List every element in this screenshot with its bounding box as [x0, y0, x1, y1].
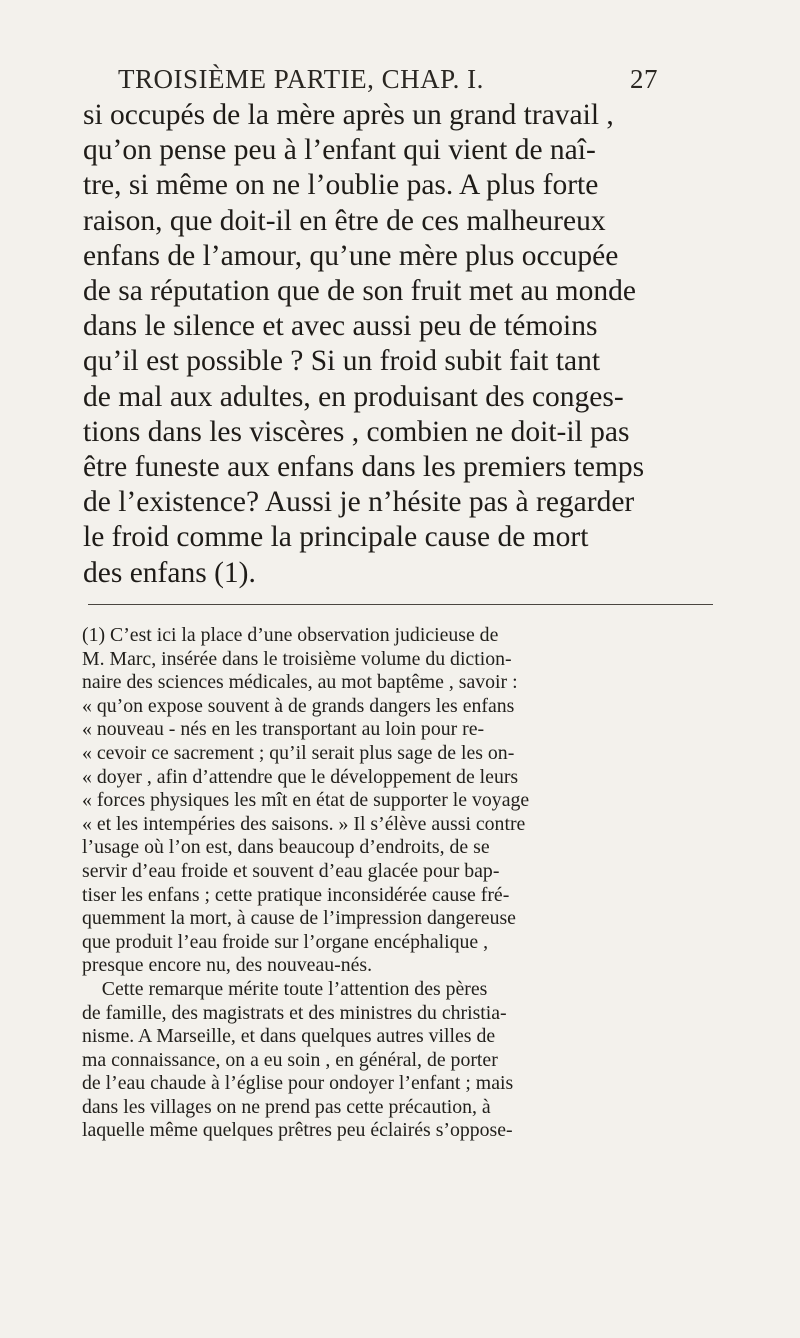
footnote-line: tiser les enfans ; cette pratique inconsidérée cause fré- [82, 883, 510, 906]
footnote-line: « et les intempéries des saisons. » Il s’élève aussi contre [82, 812, 526, 835]
text-line: tre, si même on ne l’oublie pas. A plus forte [83, 169, 599, 202]
text-line: de mal aux adultes, en produisant des conges- [83, 380, 624, 413]
footnote-line: « cevoir ce sacrement ; qu’il serait plus sage de les on- [82, 741, 515, 764]
running-title: TROISIÈME PARTIE, CHAP. I. [118, 64, 484, 94]
footnote-line: « nouveau - nés en les transportant au loin pour re- [82, 718, 485, 741]
text-line: des enfans (1). [83, 556, 256, 589]
footnote-line: « doyer , afin d’attendre que le développement de leurs [82, 765, 519, 788]
footnote-line: « forces physiques les mît en état de supporter le voyage [82, 789, 530, 812]
footnote-line: « qu’on expose souvent à de grands dangers les enfans [82, 694, 515, 717]
footnote-line: M. Marc, insérée dans le troisième volume du diction- [82, 647, 512, 670]
footnote-line: dans les villages on ne prend pas cette précaution, à [82, 1095, 491, 1118]
footnote-line: (1) C’est ici la place d’une observation judicieuse de [82, 624, 499, 646]
footnote-line: Cette remarque mérite toute l’attention des pères [82, 977, 488, 1000]
text-line: tions dans les viscères , combien ne doit-il pas [83, 415, 630, 448]
footnote-line: naire des sciences médicales, au mot baptême , savoir : [82, 671, 518, 694]
text-line: raison, que doit-il en être de ces malheureux [83, 204, 606, 237]
footnote-line: nisme. A Marseille, et dans quelques autres villes de [82, 1025, 496, 1048]
running-header [118, 64, 658, 95]
text-line: de sa réputation que de son fruit met au monde [83, 275, 636, 308]
footnote-line: l’usage où l’on est, dans beaucoup d’endroits, de se [82, 836, 490, 859]
text-line: enfans de l’amour, qu’une mère plus occupée [83, 239, 619, 272]
footnote-line: servir d’eau froide et souvent d’eau glacée pour bap- [82, 859, 500, 882]
text-line: être funeste aux enfans dans les premiers temps [83, 451, 645, 484]
footnote-line: quemment la mort, à cause de l’impression dangereuse [82, 907, 516, 930]
footnote-line: que produit l’eau froide sur l’organe encéphalique , [82, 930, 489, 953]
footnote [82, 624, 722, 1143]
text-line: de l’existence? Aussi je n’hésite pas à regarder [83, 486, 635, 519]
text-line: qu’on pense peu à l’enfant qui vient de naî- [83, 134, 596, 167]
text-line: le froid comme la principale cause de mort [83, 521, 589, 554]
page-number: 27 [630, 64, 658, 94]
footnote-line: de l’eau chaude à l’église pour ondoyer l’enfant ; mais [82, 1072, 514, 1095]
footnote-line: laquelle même quelques prêtres peu éclairés s’oppose- [82, 1119, 513, 1142]
text-line: dans le silence et avec aussi peu de témoins [83, 310, 598, 343]
footnote-divider [88, 604, 713, 605]
footnote-line: presque encore nu, des nouveau-nés. [82, 954, 373, 977]
footnote-line: ma connaissance, on a eu soin , en général, de porter [82, 1048, 498, 1071]
text-line: si occupés de la mère après un grand travail , [83, 99, 614, 131]
main-text [83, 98, 703, 591]
footnote-line: de famille, des magistrats et des ministres du christia- [82, 1001, 507, 1024]
text-line: qu’il est possible ? Si un froid subit fait tant [83, 345, 601, 378]
